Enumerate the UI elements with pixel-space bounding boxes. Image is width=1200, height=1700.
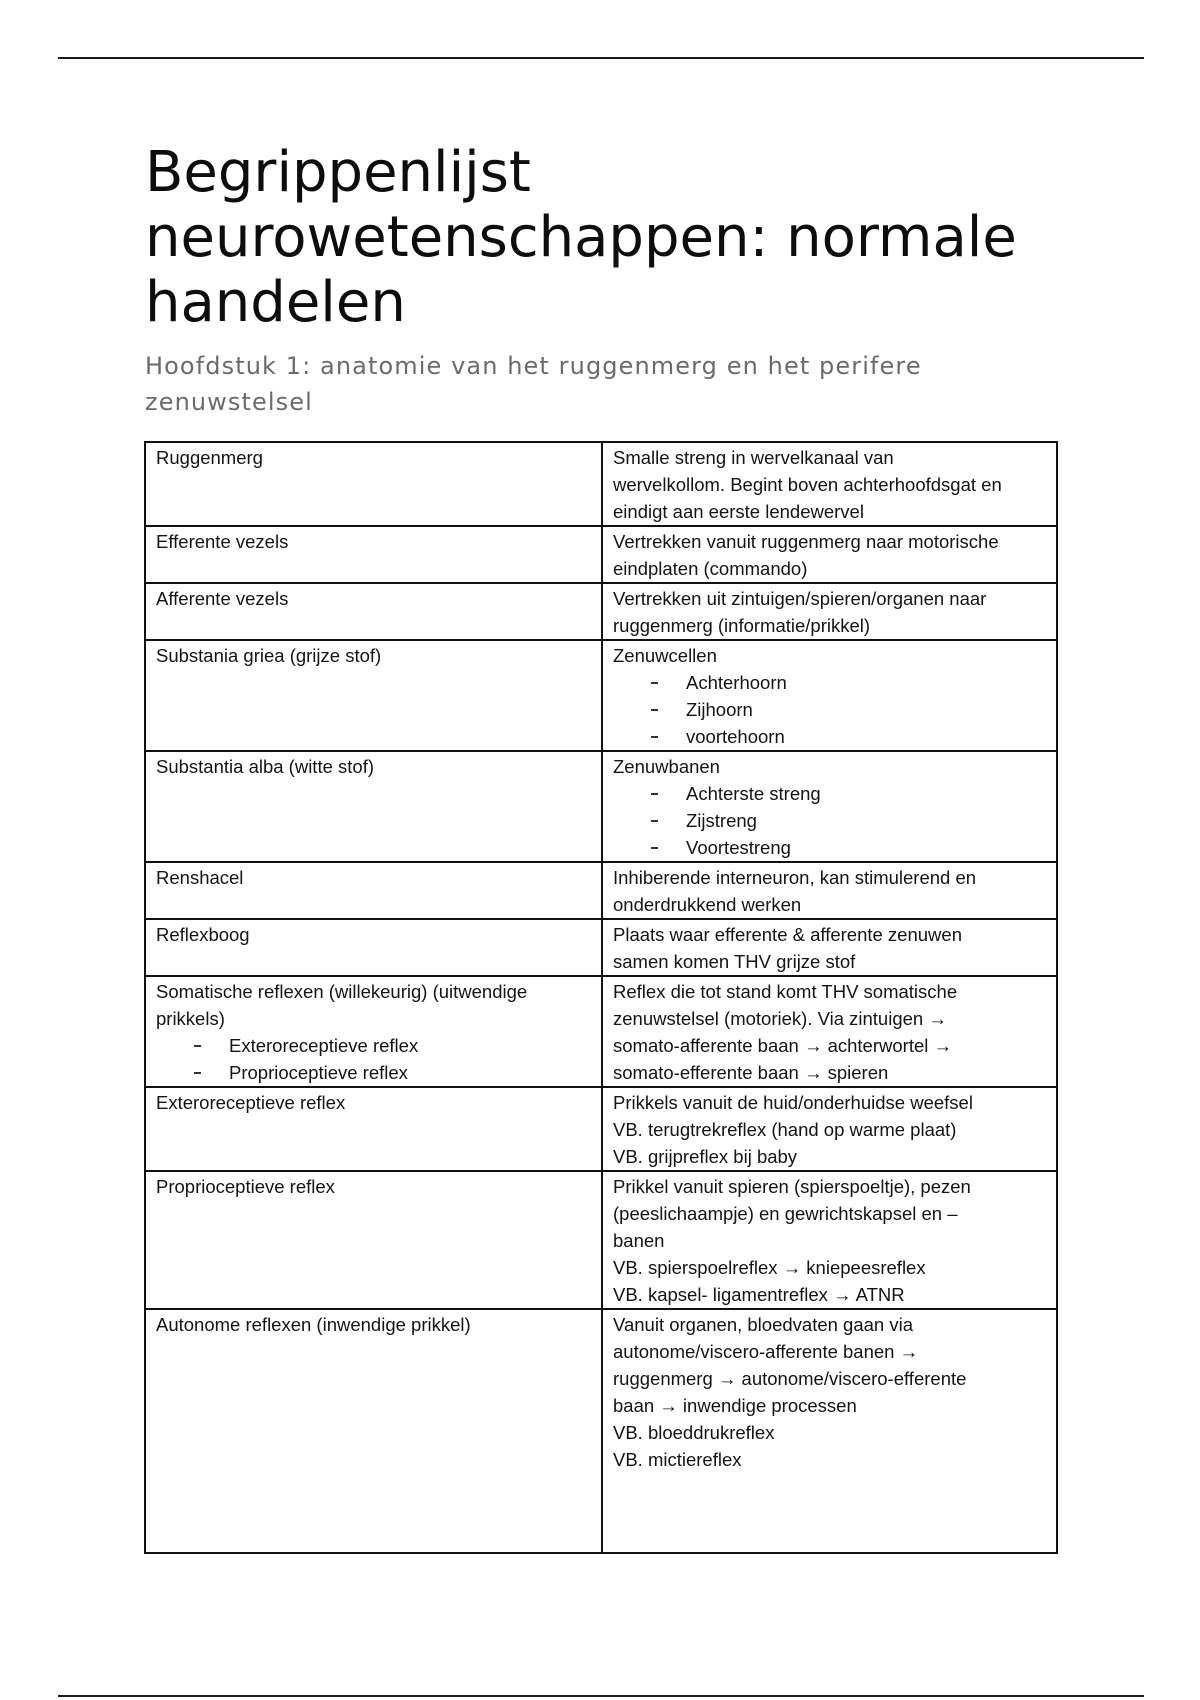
glossary-definition-line: banen bbox=[613, 1230, 665, 1251]
glossary-definition-line: somato-efferente baan → spieren bbox=[613, 1062, 889, 1083]
glossary-term-line: Substantia alba (witte stof) bbox=[156, 756, 374, 777]
glossary-row bbox=[145, 1087, 1057, 1171]
document-subtitle: Hoofdstuk 1: anatomie van het ruggenmerg en het perifere zenuwstelsel bbox=[145, 352, 922, 416]
glossary-term bbox=[145, 751, 602, 862]
glossary-definition-line: wervelkollom. Begint boven achterhoofdsgat en bbox=[613, 474, 1002, 495]
bullet-item: Achterste streng bbox=[651, 780, 1046, 807]
bullet-item: Zijhoorn bbox=[651, 696, 1046, 723]
glossary-body bbox=[145, 442, 1057, 1553]
glossary-term bbox=[145, 976, 602, 1087]
glossary-definition-line: Vertrekken uit zintuigen/spieren/organen naar bbox=[613, 588, 987, 609]
glossary-term-line: Exteroreceptieve reflex bbox=[156, 1092, 346, 1113]
glossary-term-line: Reflexboog bbox=[156, 924, 250, 945]
glossary-definition-line: Zenuwbanen bbox=[613, 756, 720, 777]
glossary-definition bbox=[602, 526, 1057, 583]
glossary-definition-line: zenuwstelsel (motoriek). Via zintuigen → bbox=[613, 1008, 947, 1029]
glossary-definition-line: Inhiberende interneuron, kan stimulerend en bbox=[613, 867, 977, 888]
glossary-term bbox=[145, 583, 602, 640]
glossary-definition bbox=[602, 1309, 1057, 1553]
glossary-definition-line: ruggenmerg (informatie/prikkel) bbox=[613, 615, 871, 636]
glossary-row bbox=[145, 640, 1057, 751]
glossary-row bbox=[145, 751, 1057, 862]
glossary-definition-line: Prikkels vanuit de huid/onderhuidse weefsel bbox=[613, 1092, 973, 1113]
glossary-definition-bullet-list bbox=[613, 780, 1046, 861]
glossary-definition-line: somato-afferente baan → achterwortel → bbox=[613, 1035, 952, 1056]
bullet-item: Proprioceptieve reflex bbox=[194, 1059, 591, 1086]
glossary-term-line: prikkels) bbox=[156, 1008, 225, 1029]
glossary-row bbox=[145, 862, 1057, 919]
glossary-row bbox=[145, 526, 1057, 583]
glossary-term bbox=[145, 526, 602, 583]
glossary-term-line: Renshacel bbox=[156, 867, 244, 888]
glossary-row bbox=[145, 1309, 1057, 1553]
glossary-row bbox=[145, 1171, 1057, 1309]
glossary-definition-line: Vertrekken vanuit ruggenmerg naar motorische bbox=[613, 531, 999, 552]
glossary-definition-line: onderdrukkend werken bbox=[613, 894, 802, 915]
glossary-definition bbox=[602, 1087, 1057, 1171]
glossary-definition-line: Plaats waar efferente & afferente zenuwen bbox=[613, 924, 962, 945]
glossary-row bbox=[145, 442, 1057, 526]
glossary-definition bbox=[602, 862, 1057, 919]
bottom-rule bbox=[58, 1695, 1144, 1697]
document-title: Begrippenlijst neurowetenschappen: normale handelen bbox=[145, 140, 1017, 335]
glossary-table bbox=[144, 441, 1058, 1554]
glossary-definition-line: ruggenmerg → autonome/viscero-efferente bbox=[613, 1368, 967, 1389]
glossary-definition-line: Smalle streng in wervelkanaal van bbox=[613, 447, 894, 468]
bullet-item: Exteroreceptieve reflex bbox=[194, 1032, 591, 1059]
glossary-definition bbox=[602, 640, 1057, 751]
glossary-definition-line: (peeslichaampje) en gewrichtskapsel en – bbox=[613, 1203, 958, 1224]
glossary-definition-line: samen komen THV grijze stof bbox=[613, 951, 856, 972]
glossary-term bbox=[145, 862, 602, 919]
glossary-definition bbox=[602, 919, 1057, 976]
glossary-row bbox=[145, 919, 1057, 976]
glossary-term bbox=[145, 919, 602, 976]
glossary-definition-line: autonome/viscero-afferente banen → bbox=[613, 1341, 919, 1362]
glossary-term-line: Ruggenmerg bbox=[156, 447, 263, 468]
bullet-item: Voortestreng bbox=[651, 834, 1046, 861]
glossary-definition-line: Prikkel vanuit spieren (spierspoeltje), pezen bbox=[613, 1176, 971, 1197]
glossary-term bbox=[145, 640, 602, 751]
glossary-definition-line: VB. bloeddrukreflex bbox=[613, 1422, 775, 1443]
bullet-item: voortehoorn bbox=[651, 723, 1046, 750]
glossary-definition bbox=[602, 1171, 1057, 1309]
glossary-term bbox=[145, 442, 602, 526]
glossary-definition bbox=[602, 976, 1057, 1087]
top-rule bbox=[58, 57, 1144, 59]
glossary-definition-line: VB. kapsel- ligamentreflex → ATNR bbox=[613, 1284, 905, 1305]
glossary-row bbox=[145, 976, 1057, 1087]
glossary-definition-line: eindigt aan eerste lendewervel bbox=[613, 501, 864, 522]
bullet-item: Achterhoorn bbox=[651, 669, 1046, 696]
glossary-definition-line: Vanuit organen, bloedvaten gaan via bbox=[613, 1314, 914, 1335]
glossary-definition bbox=[602, 751, 1057, 862]
glossary-definition-line: VB. mictiereflex bbox=[613, 1449, 742, 1470]
glossary-definition bbox=[602, 442, 1057, 526]
glossary-term-bullet-list bbox=[156, 1032, 591, 1086]
glossary-definition bbox=[602, 583, 1057, 640]
glossary-term-line: Autonome reflexen (inwendige prikkel) bbox=[156, 1314, 471, 1335]
glossary-definition-line: VB. terugtrekreflex (hand op warme plaat) bbox=[613, 1119, 957, 1140]
glossary-term-line: Efferente vezels bbox=[156, 531, 289, 552]
glossary-definition-line: eindplaten (commando) bbox=[613, 558, 808, 579]
glossary-term-line: Afferente vezels bbox=[156, 588, 289, 609]
bullet-item: Zijstreng bbox=[651, 807, 1046, 834]
glossary-term-line: Somatische reflexen (willekeurig) (uitwendige bbox=[156, 981, 528, 1002]
glossary-definition-line: VB. spierspoelreflex → kniepeesreflex bbox=[613, 1257, 926, 1278]
glossary-definition-line: Zenuwcellen bbox=[613, 645, 717, 666]
glossary-term bbox=[145, 1171, 602, 1309]
glossary-definition-line: Reflex die tot stand komt THV somatische bbox=[613, 981, 958, 1002]
glossary-definition-line: baan → inwendige processen bbox=[613, 1395, 857, 1416]
glossary-term bbox=[145, 1087, 602, 1171]
glossary-term-line: Proprioceptieve reflex bbox=[156, 1176, 335, 1197]
glossary-definition-bullet-list bbox=[613, 669, 1046, 750]
glossary-definition-line: VB. grijpreflex bij baby bbox=[613, 1146, 798, 1167]
glossary-term bbox=[145, 1309, 602, 1553]
glossary-row bbox=[145, 583, 1057, 640]
glossary-term-line: Substania griea (grijze stof) bbox=[156, 645, 382, 666]
